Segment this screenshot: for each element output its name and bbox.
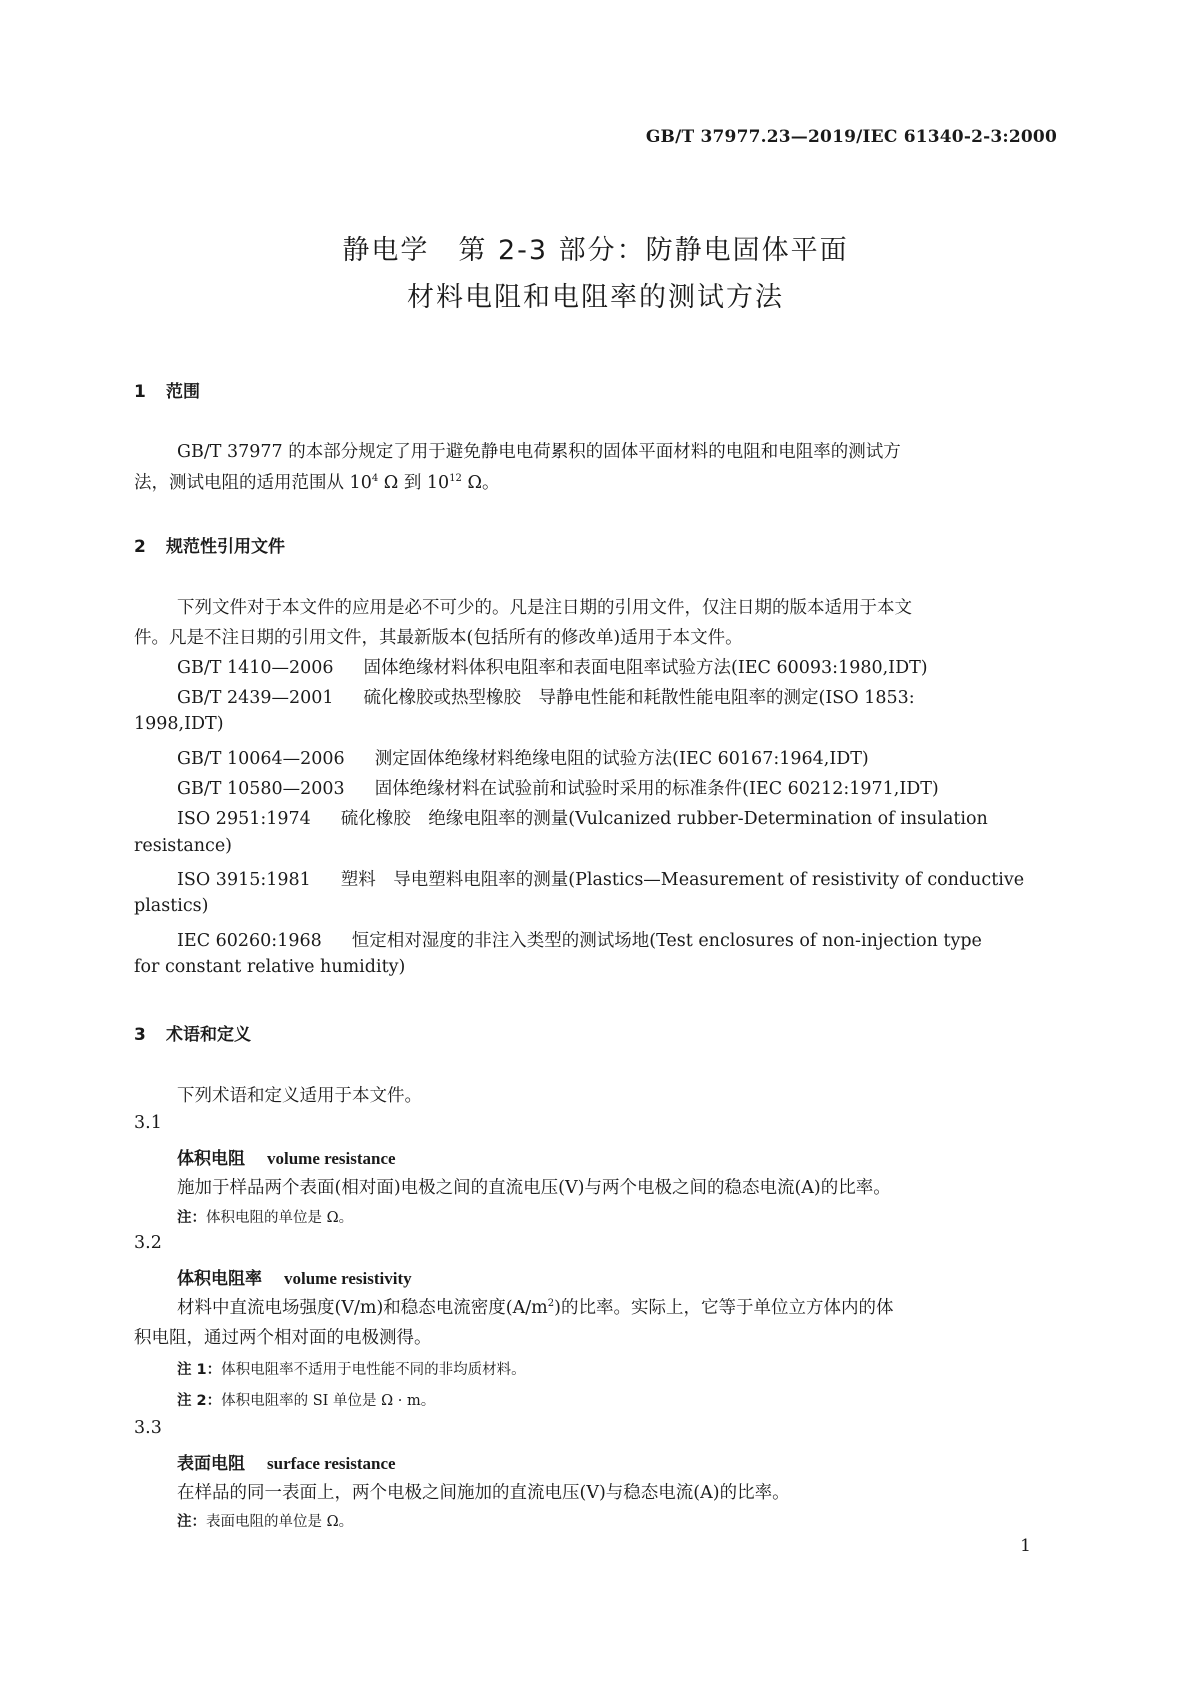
paragraph-line: 下列文件对于本文件的应用是必不可少的。凡是注日期的引用文件，仅注日期的版本适用于本文 <box>177 598 912 618</box>
section-3-heading <box>134 1020 251 1045</box>
reference-continuation: for constant relative humidity) <box>134 957 406 977</box>
term-note: 注 2：体积电阻率的 SI 单位是 Ω · m。 <box>177 1393 436 1409</box>
document-title-line1: 静电学 第 2-3 部分：防静电固体平面 <box>342 235 849 266</box>
document-header: GB/T 37977.23—2019/IEC 61340-2-3:2000 <box>645 127 1057 147</box>
section-title: 规范性引用文件 <box>166 537 285 557</box>
paragraph-line: GB/T 37977 的本部分规定了用于避免静电电荷累积的固体平面材料的电阻和电阻率的测试方 <box>177 442 901 462</box>
reference-item: GB/T 1410—2006 固体绝缘材料体积电阻率和表面电阻率试验方法(IEC 60093:1980,IDT) <box>177 658 928 678</box>
document-title-line2: 材料电阻和电阻率的测试方法 <box>407 282 784 313</box>
term-definition: 施加于样品两个表面(相对面)电极之间的直流电压(V)与两个电极之间的稳态电流(A)的比率。 <box>177 1178 891 1198</box>
term-note: 注：体积电阻的单位是 Ω。 <box>177 1210 354 1226</box>
reference-item: GB/T 10064—2006 测定固体绝缘材料绝缘电阻的试验方法(IEC 60167:1964,IDT) <box>177 749 869 769</box>
reference-item: GB/T 2439—2001 硫化橡胶或热型橡胶 导静电性能和耗散性能电阻率的测定(ISO 1853: <box>177 688 915 708</box>
term-number: 3.3 <box>134 1418 162 1438</box>
term-heading: 体积电阻率 volume resistivity <box>177 1269 412 1289</box>
reference-continuation: resistance) <box>134 836 233 856</box>
section-title: 术语和定义 <box>166 1025 251 1045</box>
reference-continuation: plastics) <box>134 896 209 916</box>
page-number: 1 <box>1020 1536 1031 1556</box>
section-number: 1 <box>134 382 146 402</box>
term-note: 注 1：体积电阻率不适用于电性能不同的非均质材料。 <box>177 1362 526 1378</box>
section-title: 范围 <box>166 382 200 402</box>
reference-item: ISO 2951:1974 硫化橡胶 绝缘电阻率的测量(Vulcanized rubber-Determination of insulation <box>177 809 988 829</box>
paragraph-line: 件。凡是不注日期的引用文件，其最新版本(包括所有的修改单)适用于本文件。 <box>134 628 743 648</box>
term-definition: 材料中直流电场强度(V/m)和稳态电流密度$(A/m^2)$的比率。实际上，它等于单位立方体内的体 <box>177 1298 894 1318</box>
term-definition-cont: 积电阻，通过两个相对面的电极测得。 <box>134 1328 432 1348</box>
reference-item: IEC 60260:1968 恒定相对湿度的非注入类型的测试场地(Test enclosures of non-injection type <box>177 931 982 951</box>
term-number: 3.2 <box>134 1233 162 1253</box>
paragraph-line: 下列术语和定义适用于本文件。 <box>177 1086 422 1106</box>
section-1-heading <box>134 377 200 402</box>
term-heading: 体积电阻 volume resistance <box>177 1149 396 1169</box>
reference-item: GB/T 10580—2003 固体绝缘材料在试验前和试验时采用的标准条件(IEC 60212:1971,IDT) <box>177 779 939 799</box>
paragraph-line: 法，测试电阻的适用范围从 $10^4$ Ω 到 $10^{12}$ Ω。 <box>134 473 500 493</box>
reference-item: ISO 3915:1981 塑料 导电塑料电阻率的测量(Plastics—Measurement of resistivity of conductive <box>177 870 1025 890</box>
term-note: 注：表面电阻的单位是 Ω。 <box>177 1514 354 1530</box>
reference-continuation: 1998,IDT) <box>134 714 224 734</box>
section-2-heading <box>134 532 285 557</box>
term-number: 3.1 <box>134 1113 162 1133</box>
section-number: 2 <box>134 537 146 557</box>
term-heading: 表面电阻 surface resistance <box>177 1454 396 1474</box>
term-definition: 在样品的同一表面上，两个电极之间施加的直流电压(V)与稳态电流(A)的比率。 <box>177 1483 790 1503</box>
section-number: 3 <box>134 1025 146 1045</box>
